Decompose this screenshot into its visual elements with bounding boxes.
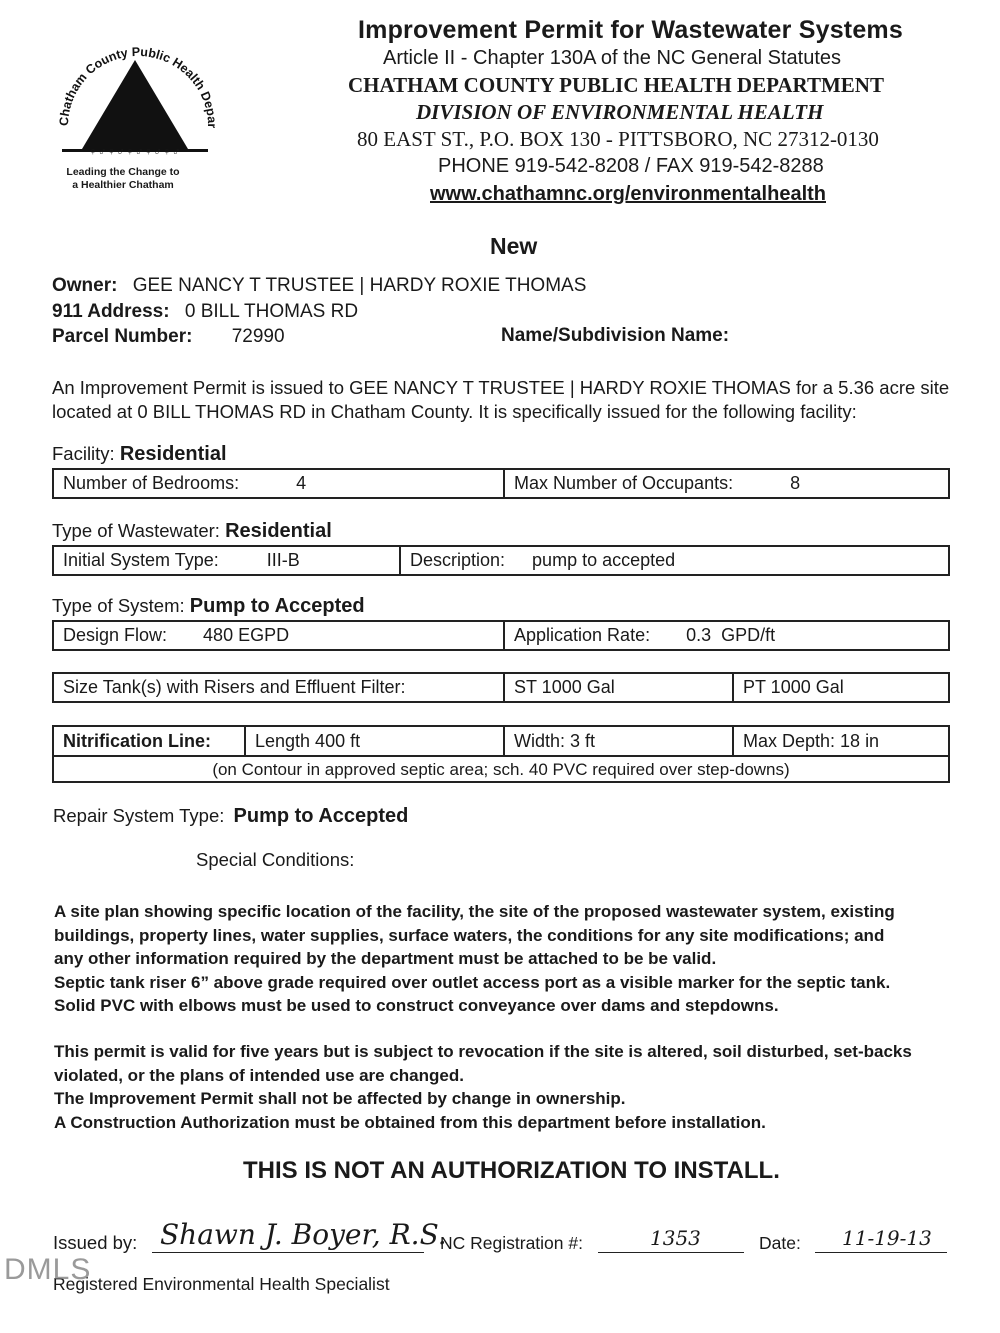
tanks-label-cell bbox=[54, 674, 503, 701]
description-value: pump to accepted bbox=[532, 550, 676, 570]
department-address: 80 EAST ST., P.O. BOX 130 - PITTSBORO, NC 27312-0130 bbox=[357, 127, 879, 151]
application-rate-cell bbox=[503, 622, 948, 649]
issuer-signature: Shawn J. Boyer, R.S. bbox=[160, 1218, 447, 1251]
subdivision-label: Name/Subdivision Name: bbox=[501, 325, 730, 346]
repair-value: Pump to Accepted bbox=[233, 805, 409, 827]
conditions-paragraph bbox=[54, 900, 954, 1018]
system-row bbox=[52, 595, 365, 618]
address-value: 0 BILL THOMAS RD bbox=[184, 301, 359, 322]
nitrification-length: Length 400 ft bbox=[244, 727, 503, 755]
repair-label: Repair System Type: bbox=[53, 805, 225, 826]
bedrooms-value: 4 bbox=[296, 473, 307, 493]
design-flow-cell bbox=[54, 622, 503, 649]
condition-line: A site plan showing specific location of the facility, the site of the proposed wastewater system, existing bbox=[54, 902, 895, 921]
design-flow-label: Design Flow: bbox=[63, 625, 168, 645]
owner-value: GEE NANCY T TRUSTEE | HARDY ROXIE THOMAS bbox=[132, 275, 587, 296]
bedrooms-box bbox=[52, 468, 950, 499]
date-line bbox=[815, 1252, 947, 1253]
parcel-row bbox=[52, 326, 285, 348]
health-dept-logo bbox=[48, 26, 223, 196]
parcel-label: Parcel Number: bbox=[52, 326, 193, 347]
nitrification-table bbox=[52, 725, 950, 783]
design-flow-value: 480 EGPD bbox=[203, 625, 290, 645]
occupants-value: 8 bbox=[790, 473, 801, 493]
article-line: Article II - Chapter 130A of the NC General Statutes bbox=[383, 47, 842, 69]
logo-tagline-1: Leading the Change to bbox=[66, 166, 180, 178]
facility-row bbox=[52, 443, 227, 466]
registration-line bbox=[598, 1252, 744, 1253]
intro-line-2: located at 0 BILL THOMAS RD in Chatham County. It is specifically issued for the following facility: bbox=[52, 401, 857, 422]
permit-title: Improvement Permit for Wastewater Systems bbox=[358, 16, 903, 44]
specialist-title: Registered Environmental Health Specialist bbox=[53, 1274, 390, 1294]
logo-tagline-2: a Healthier Chatham bbox=[72, 179, 174, 191]
wastewater-label: Type of Wastewater: bbox=[52, 520, 220, 541]
validity-line: This permit is valid for five years but is subject to revocation if the site is altered, soil disturbed, set-backs bbox=[54, 1042, 912, 1061]
logo-people-row: ♀♂♀♂♀♂♀♂♀♂ bbox=[88, 146, 182, 158]
application-rate-value: 0.3 GPD/ft bbox=[686, 625, 776, 645]
nitrification-note: (on Contour in approved septic area; sch. 40 PVC required over step-downs) bbox=[212, 760, 790, 779]
not-authorization-warning: THIS IS NOT AN AUTHORIZATION TO INSTALL. bbox=[243, 1157, 780, 1184]
condition-line: any other information required by the department must be attached to be be valid. bbox=[54, 949, 717, 968]
issuer-signature-line bbox=[152, 1252, 424, 1253]
department-name: CHATHAM COUNTY PUBLIC HEALTH DEPARTMENT bbox=[348, 73, 884, 97]
condition-line: buildings, property lines, water supplies, surface waters, the conditions for any site modifications; and bbox=[54, 925, 885, 945]
application-rate-label: Application Rate: bbox=[514, 625, 651, 645]
department-website-link[interactable]: www.chathamnc.org/environmentalhealth bbox=[430, 183, 826, 205]
initial-system-value: III-B bbox=[266, 550, 300, 570]
condition-line: Septic tank riser 6” above grade required over outlet access port as a visible marker for the septic tank. bbox=[54, 972, 891, 992]
description-cell bbox=[399, 547, 948, 574]
occupants-label: Max Number of Occupants: bbox=[514, 473, 734, 493]
logo-ring-text: Chatham County Public Health Depar bbox=[56, 44, 220, 129]
tanks-label: Size Tank(s) with Risers and Effluent Filter: bbox=[63, 677, 406, 697]
septic-tank-value: ST 1000 Gal bbox=[514, 677, 615, 697]
permit-status: New bbox=[490, 233, 538, 259]
initial-system-cell bbox=[54, 547, 399, 574]
validity-line: The Improvement Permit shall not be affected by change in ownership. bbox=[54, 1089, 626, 1108]
nitrification-label: Nitrification Line: bbox=[63, 730, 211, 751]
wastewater-row bbox=[52, 520, 332, 543]
registration-label: NC Registration #: bbox=[440, 1233, 583, 1253]
date-value: 11-19-13 bbox=[842, 1226, 932, 1250]
condition-line: Solid PVC with elbows must be used to construct conveyance over dams and stepdowns. bbox=[54, 996, 779, 1015]
pump-tank-cell bbox=[732, 674, 948, 701]
bedrooms-label: Number of Bedrooms: bbox=[63, 473, 240, 493]
pump-tank-value: PT 1000 Gal bbox=[743, 677, 844, 697]
validity-line: A Construction Authorization must be obtained from this department before installation. bbox=[54, 1112, 766, 1132]
septic-tank-cell bbox=[503, 674, 732, 701]
repair-row bbox=[53, 805, 408, 828]
nitrification-depth: Max Depth: 18 in bbox=[732, 727, 948, 755]
tanks-box bbox=[52, 672, 950, 703]
system-type-box bbox=[52, 545, 950, 576]
facility-label: Facility: bbox=[52, 443, 115, 464]
occupants-cell bbox=[503, 470, 948, 497]
intro-line-1: An Improvement Permit is issued to GEE NANCY T TRUSTEE | HARDY ROXIE THOMAS for a 5.36 acre site bbox=[52, 377, 950, 398]
owner-label: Owner: bbox=[52, 275, 118, 296]
date-label: Date: bbox=[759, 1233, 801, 1253]
description-label: Description: bbox=[410, 550, 506, 570]
address-label: 911 Address: bbox=[52, 301, 170, 322]
bedrooms-cell bbox=[54, 470, 503, 497]
owner-row bbox=[52, 275, 586, 297]
system-type-value: Pump to Accepted bbox=[189, 595, 365, 617]
mls-watermark: DMLS bbox=[4, 1253, 92, 1286]
wastewater-value: Residential bbox=[225, 520, 332, 542]
registration-value: 1353 bbox=[650, 1226, 701, 1250]
design-flow-box bbox=[52, 620, 950, 651]
address-row bbox=[52, 301, 358, 323]
validity-line: violated, or the plans of intended use are changed. bbox=[54, 1065, 464, 1085]
validity-paragraph bbox=[54, 1040, 954, 1134]
nitrification-width: Width: 3 ft bbox=[503, 727, 732, 755]
issued-by-label: Issued by: bbox=[53, 1232, 138, 1253]
system-type-label: Type of System: bbox=[52, 595, 185, 616]
division-name: DIVISION OF ENVIRONMENTAL HEALTH bbox=[416, 100, 824, 124]
parcel-value: 72990 bbox=[231, 326, 285, 347]
special-conditions-label: Special Conditions: bbox=[196, 849, 355, 870]
initial-system-label: Initial System Type: bbox=[63, 550, 219, 570]
department-phone: PHONE 919-542-8208 / FAX 919-542-8288 bbox=[438, 155, 824, 177]
facility-value: Residential bbox=[119, 443, 227, 465]
